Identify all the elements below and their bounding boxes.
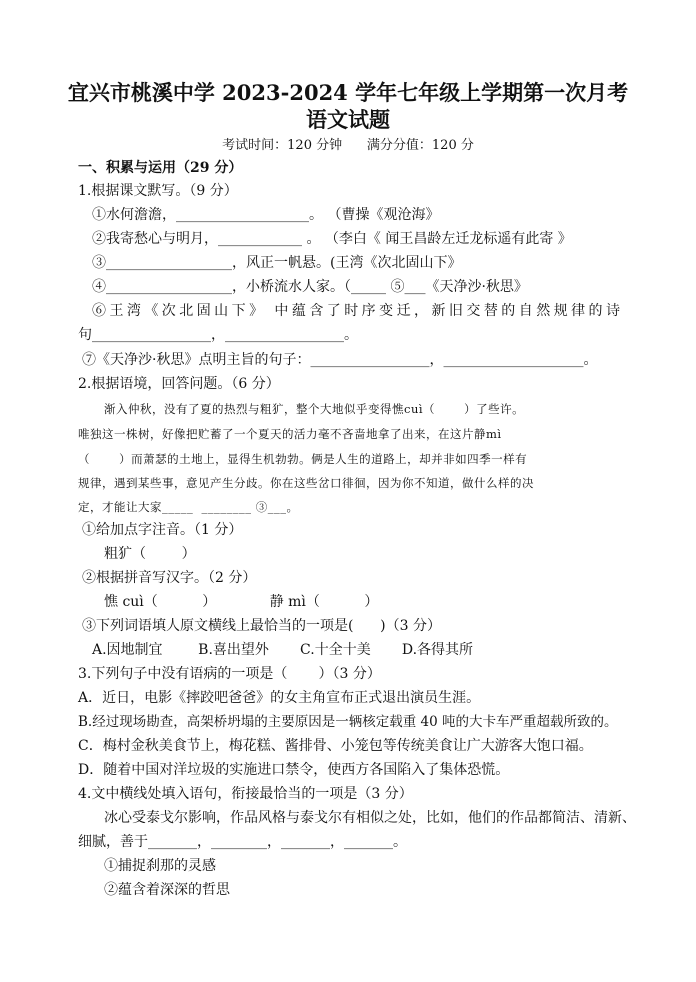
q2-passage: 唯独这一株树，好像把贮蓄了一个夏天的活力毫不吝啬地拿了出来，在这片静mì [78, 427, 502, 441]
q1-line: ③__________________，风正一帆悬。(王湾《次北固山下》 [92, 255, 462, 271]
q3-option-d: D．随着中国对洋垃圾的实施进口禁令，使西方各国陷入了集体恐慌。 [78, 762, 510, 778]
q4-passage: 冰心受泰戈尔影响，作品风格与泰戈尔有相似之处，比如，他们的作品都简洁、清新、 [104, 810, 636, 826]
q2-answer-line: 粗犷（ ） [104, 546, 196, 562]
q1-line: ⑦《天净沙·秋思》点明主旨的句子：_________________，____________________。 [82, 352, 598, 368]
q2-answer-line: 憔 cuì（ ） 静 mì（ ） [104, 594, 379, 610]
q3-option-a: A．近日，电影《摔跤吧爸爸》的女主角宣布正式退出演员生涯。 [78, 690, 481, 706]
section-heading: 一、积累与运用（29 分） [78, 160, 243, 176]
q1-line: ④__________________，小桥流水人家。（_____ ⑤___《天净沙·秋思》 [92, 279, 528, 295]
q1-line: ⑥王湾《次北固山下》 中蕴含了时序变迁，新旧交替的自然规律的诗 [92, 303, 620, 319]
exam-title: 宜兴市桃溪中学 2023-2024 学年七年级上学期第一次月考 [67, 80, 629, 105]
q4-passage: 细腻，善于_______，________，_______，_______。 [78, 834, 407, 850]
q2-subquestion: ①给加点字注音。（1 分） [82, 522, 243, 538]
q4-item: ①捕捉刹那的灵感 [104, 858, 216, 874]
exam-subtitle: 语文试题 [306, 107, 390, 132]
q3-option-c: C．梅村金秋美食节上，梅花糕、酱排骨、小笼包等传统美食让广大游客大饱口福。 [78, 738, 593, 754]
q2-stem: 2.根据语境，回答问题。（6 分） [78, 376, 280, 392]
q2-passage: 定，才能让大家_____ ________ ③___。 [78, 500, 299, 514]
exam-info: 考试时间：120 分钟 满分分值：120 分 [222, 138, 474, 153]
q1-stem: 1.根据课文默写。（9 分） [78, 183, 238, 199]
q3-option-b: B.经过现场勘查，高架桥坍塌的主要原因是一辆核定载重 40 吨的大卡车严重超载所致的。 [78, 714, 618, 730]
q2-subquestion: ②根据拼音写汉字。（2 分） [82, 570, 257, 586]
q1-line: ②我寄愁心与明月，____________ 。 （李白《 闻王昌龄左迁龙标遥有此寄 》 [92, 231, 572, 247]
q2-subquestion: ③下列词语填人原文横线上最恰当的一项是( )（3 分） [82, 618, 441, 634]
q4-stem: 4.文中横线处填入语句，衔接最恰当的一项是（3 分） [78, 786, 413, 802]
q3-stem: 3.下列句子中没有语病的一项是（ ）（3 分） [78, 666, 381, 682]
q4-item: ②蕴含着深深的哲思 [104, 882, 230, 898]
q1-line: ①水何澹澹，___________________。 （曹操《观沧海》 [92, 207, 440, 223]
q2-passage: （ ）而萧瑟的土地上，显得生机勃勃。俩是人生的道路上，却并非如四季一样有 [78, 452, 528, 466]
q2-options: A.因地制宜 B.喜出望外 C.十全十美 D.各得其所 [92, 642, 474, 658]
q2-passage: 规律，遇到某些事，意见产生分歧。你在这些岔口徘徊，因为你不知道，做什么样的决 [78, 476, 534, 490]
q2-passage: 渐入仲秋，没有了夏的热烈与粗犷，整个大地似乎变得憔cuì（ ）了些许。 [104, 402, 525, 416]
q1-line: 句_________________，_________________。 [78, 327, 358, 343]
